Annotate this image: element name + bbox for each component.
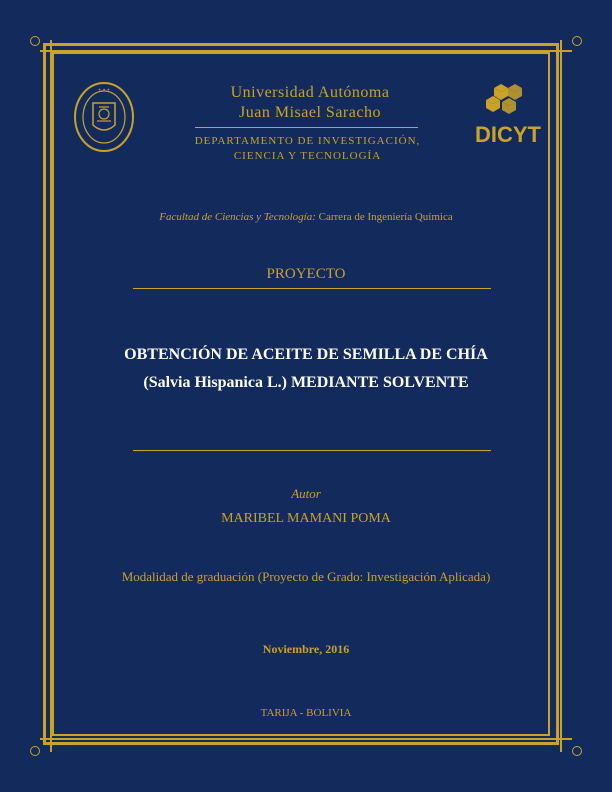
corner-circle-tl	[30, 36, 40, 46]
top-rail	[40, 50, 572, 52]
modality-text: Modalidad de graduación (Proyecto de Grado: Investigación Aplicada)	[121, 569, 491, 584]
title-divider	[133, 450, 491, 451]
faculty-label: Facultad de Ciencias y Tecnología:	[159, 211, 316, 223]
corner-circle-br	[572, 746, 582, 756]
header-divider	[195, 127, 418, 128]
faculty-line	[0, 211, 612, 223]
university-name-line1: Universidad Autónoma	[230, 84, 390, 101]
section-label: PROYECTO	[266, 266, 346, 282]
svg-text:✦ ✦ ✦: ✦ ✦ ✦	[97, 87, 111, 92]
author-label: Autor	[291, 486, 321, 501]
corner-circle-tr	[572, 36, 582, 46]
author-name: MARIBEL MAMANI POMA	[221, 511, 391, 526]
department-line1: DEPARTAMENTO DE INVESTIGACIÓN,	[194, 135, 421, 147]
bottom-rail	[40, 738, 572, 740]
career-name: Carrera de Ingeniería Química	[318, 211, 453, 223]
dicyt-logo-icon	[478, 80, 534, 120]
title-line1: OBTENCIÓN DE ACEITE DE SEMILLA DE CHÍA	[124, 346, 488, 363]
corner-circle-bl	[30, 746, 40, 756]
department-line2: CIENCIA Y TECNOLOGÍA	[233, 150, 382, 162]
date-text: Noviembre, 2016	[262, 642, 350, 656]
university-seal-icon	[73, 81, 135, 153]
university-name-line2: Juan Misael Saracho	[239, 104, 381, 121]
location-text: TARIJA - BOLIVIA	[260, 707, 352, 719]
section-divider	[133, 288, 491, 289]
title-line2: (Salvia Hispanica L.) MEDIANTE SOLVENTE	[143, 374, 469, 391]
dicyt-logo-text: DICYT	[475, 122, 541, 147]
